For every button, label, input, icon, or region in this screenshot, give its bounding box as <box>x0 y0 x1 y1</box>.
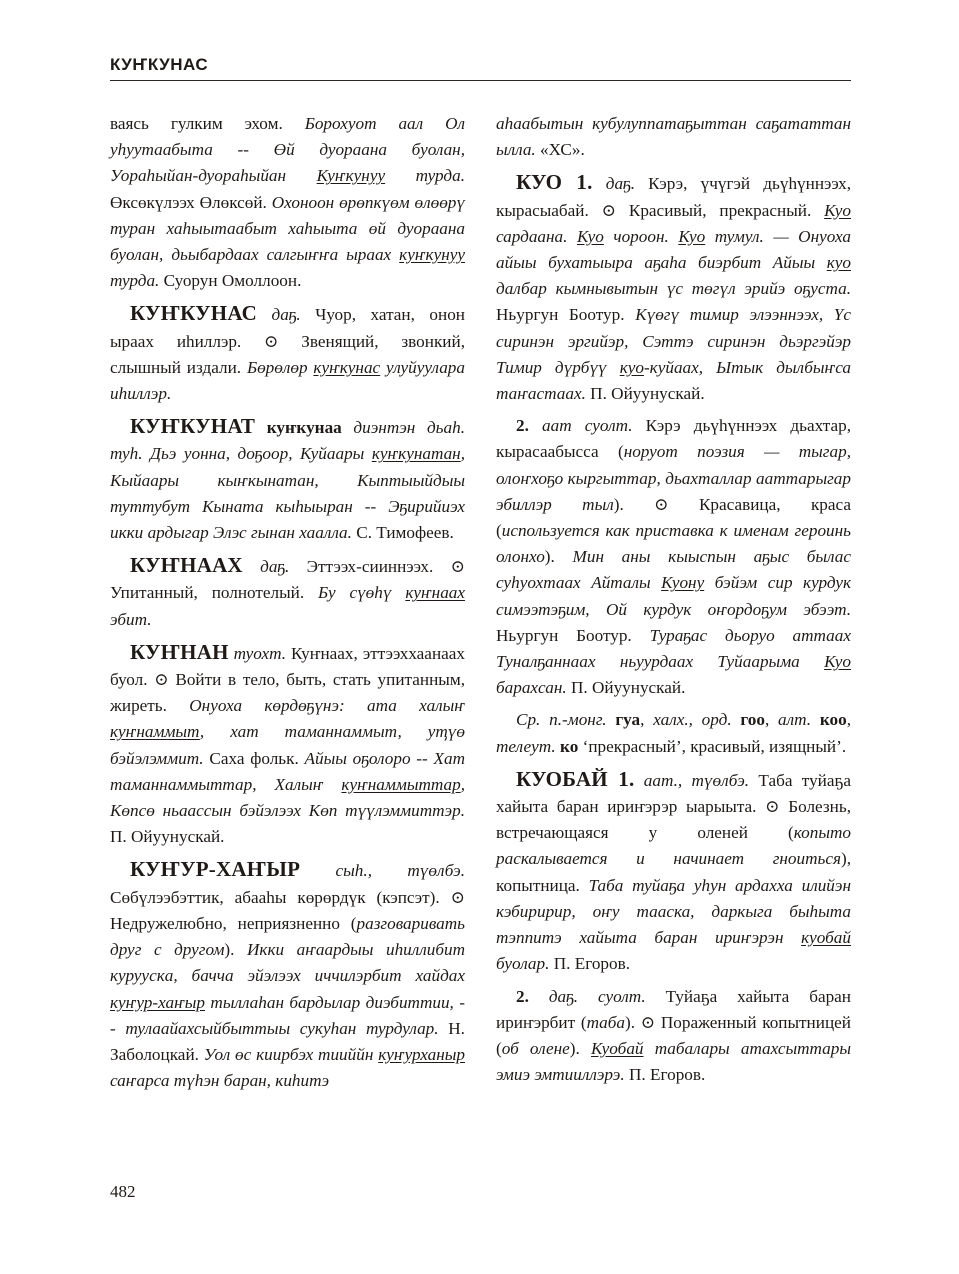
entry-text: Таба туйаҕа хайыта баран ириҥэрэр ыарыыта. ⊙ Болезнь, встречающаяся у оленей ( <box>496 770 851 843</box>
entry-text: аат суолт. <box>528 416 633 436</box>
entry-text: телеут. <box>496 736 556 756</box>
entry-text: куҥкунаа <box>255 418 342 438</box>
entry-text: Икки аҥаардыы иһиллибит куруускa, бачча эйэлээх иччилэрбит хайдах <box>110 940 466 986</box>
entry-text: ). ⊙ Красавица, краса ( <box>496 494 851 541</box>
dictionary-entry <box>110 300 465 407</box>
entry-text: Кэрэ дьүһүннээх дьахтар, кырасаабысса ( <box>496 416 851 462</box>
entry-text: аат., түөлбэ. <box>634 770 750 790</box>
entry-text: -куйаах, Ытык дылбыҥса таҥастаах. <box>496 357 851 404</box>
entry-text: , Көпсө ньаассын бэйэлээх Көп түүлэммиттэр. <box>110 774 465 821</box>
entry-text: даҕ. <box>592 174 635 194</box>
entry-text: , <box>764 710 779 730</box>
entry-text: , хат таманнаммыт, уҭүө бэйэлэммит. <box>110 722 465 768</box>
entry-text: ). ⊙ Пораженный копытницей ( <box>496 1012 851 1058</box>
entry-text: Дьэ уонна, доҕоор, Куйаары <box>150 444 372 464</box>
entry-text: Таба туйаҕа уһун ардахха илийэн кэбиририр, оҥу тааска, даркыга быһыта тэппитэ хайыта баран ириҥэрэн <box>496 875 851 948</box>
page-number: 482 <box>110 1182 136 1201</box>
entry-text: ‘прекрасный’, красивый, изящный’. <box>578 736 847 756</box>
entry-text: чороон. <box>603 226 679 246</box>
entry-text: Саха фольк. <box>203 748 305 768</box>
entry-paragraph <box>110 111 465 294</box>
entry-text: таба <box>586 1012 626 1032</box>
entry-text: туохт. <box>228 643 287 663</box>
entry-text: Охоноон өрөпкүөм өлөөрү туран хаһыытаабыт хаһыыта өй дуораана буолан, дьыбардаах салгыҥҥа ыраах <box>110 192 465 265</box>
entry-text: П. Ойуунускай. <box>566 678 686 698</box>
entry-text: норуот поэзия — тыгар, олоҥхоҕо кыргыттар, дьахталлар ааттарыгар эбиллэр тыл <box>496 442 851 514</box>
example-keyword: куҥнаммыт <box>110 722 200 742</box>
entry-paragraph <box>496 707 851 759</box>
example-keyword: куҥнаммыттар <box>341 774 461 794</box>
entry-text: бэйэм сир курдук симээтэҕим, Ой курдук оҥордоҕум эбээт. <box>496 573 851 619</box>
entry-text: П. Ойуунускай. <box>110 827 225 847</box>
running-head: КУҤКУНАС <box>110 52 851 81</box>
entry-text: П. Егоров. <box>624 1065 706 1085</box>
dictionary-entry <box>496 169 851 407</box>
entry-text: Өксөкүлээх Өлөксөй. <box>110 192 272 212</box>
entry-paragraph <box>496 984 851 1089</box>
dictionary-entry <box>110 856 465 1094</box>
example-keyword: куобай <box>801 928 851 948</box>
example-keyword: Куобай <box>591 1038 644 1058</box>
entry-text: ), копытница. <box>496 849 851 895</box>
example-keyword: куҥур-хаҥыр <box>110 992 206 1012</box>
entry-text: Эттээх-сииннээх. ⊙ Упитанный, полнотелый. <box>110 557 465 603</box>
example-keyword: куҥкунас <box>313 357 381 377</box>
entry-text: тыллаһан бардылар диэбиттии, -- тулаайахсыйбыттыы сукуһан турдулар. <box>110 992 465 1038</box>
entry-text: используется как приставка к именам героинь олонхо <box>496 521 851 567</box>
entry-text: Бөрөлөр <box>246 357 314 377</box>
entry-text: Сөбүлээбэттик, абааһы көрөрдүк (кэпсэт). ⊙ Недружелюбно, неприязненно ( <box>110 887 465 933</box>
entry-text: копыто раскалывается и начинает гноиться <box>496 823 851 869</box>
entry-text: ко <box>555 736 579 756</box>
entry-text: Туйаҕа хайыта баран ириҥэрбит ( <box>496 986 851 1032</box>
example-keyword: Куо <box>576 226 604 246</box>
entry-text: гуа <box>606 710 641 730</box>
entry-text: буолар. <box>496 954 550 974</box>
dictionary-entry <box>496 766 851 978</box>
entry-text: бараxсан. <box>496 678 567 698</box>
entry-text: Борохуот аал Ол уһуутаабыта -- Өй дуораана буолан, Уораһыйан-дуораһыйан <box>110 114 465 186</box>
example-keyword: Куону <box>661 573 705 593</box>
entry-paragraph <box>496 111 851 163</box>
headword: КУОБАЙ 1. <box>516 766 635 791</box>
entry-text: сыһ., түөлбэ. <box>300 861 465 881</box>
right-column <box>496 111 851 1094</box>
dictionary-entry <box>110 413 465 546</box>
entry-text: Бу сүөһү <box>318 583 406 603</box>
example-keyword: куҥкунатан <box>371 444 461 464</box>
headword: КУҤУР-ХАҤЫР <box>130 857 301 882</box>
entry-text: даҕ. суолт. <box>528 986 646 1006</box>
headword: КУҤКУНАТ <box>130 414 256 439</box>
entry-text: С. Тимофеев. <box>351 523 454 543</box>
entry-text: турда. <box>110 271 160 291</box>
entry-text: , <box>640 710 654 730</box>
entry-text: турда. <box>385 166 465 186</box>
entry-text: коо <box>811 710 847 730</box>
left-column <box>110 111 465 1100</box>
example-keyword: куо <box>619 357 644 377</box>
entry-text: тумул. — Онуоха айыы бухатыыра аҕаһа биэрбит Айыы <box>496 226 851 273</box>
entry-paragraph <box>496 413 851 701</box>
entry-text: ваясь гулким эхом. <box>110 114 305 133</box>
entry-text: Мин аны кыыспын аҕыс былас суһуохтаах Айталы <box>496 547 851 593</box>
entry-text: Тураҕас дьоруо аттаах Туналҕаннаах ньуурдаах Туйаарыма <box>496 625 851 672</box>
entry-text: Кэрэ, үчүгэй дьүһүннээх, кырасыабай. ⊙ Красивый, прекрасный. <box>496 174 852 220</box>
entry-text: даҕ. <box>257 305 301 325</box>
example-keyword: куҥурханыр <box>378 1044 465 1064</box>
example-keyword: куҥнаах <box>405 583 466 603</box>
entry-text: Онуоха көрдөҕүнэ: ата халыҥ <box>189 696 465 716</box>
entry-text: Суорун Омоллоон. <box>159 271 302 291</box>
example-keyword: Куҥкунуу <box>316 166 386 186</box>
entry-text: Н. Заболоцкай. <box>110 1018 465 1064</box>
entry-text: П. Ойуунускай. <box>585 384 705 404</box>
entry-text: Уол өс киирбэх тииййн <box>203 1044 379 1064</box>
example-keyword: куо <box>826 253 851 273</box>
example-keyword: Куо <box>678 226 706 246</box>
entry-text: Күөгү тимир элээннээх, Үс сиринэн эргийэр, Сэттэ сиринэн дьэргэйэр Тимир дүрбүү <box>496 305 851 377</box>
dictionary-entry <box>110 639 465 851</box>
entry-text: даҕ. <box>242 557 290 577</box>
entry-text: табалары атахсыттары эмиэ эмтииллэрэ. <box>496 1038 851 1085</box>
entry-text: Чуор, хатан, онон ыраах иһиллэр. ⊙ Звенящий, звонкий, слышный издали. <box>110 305 465 377</box>
example-keyword: куҥкунуу <box>399 245 465 265</box>
headword: КУҤНАН <box>130 639 229 664</box>
entry-text: далбар кымнывытын үс төгүл эрийэ оҕуста. <box>496 279 851 299</box>
entry-text: , <box>846 710 851 730</box>
entry-text: об олене <box>501 1038 570 1058</box>
entry-text: алт. <box>778 710 812 730</box>
entry-text: аһаабытын кубулуппатаҕыттан саҕататтан ылла. <box>496 114 851 160</box>
entry-text: халх., орд. <box>653 710 732 730</box>
headword: КУҤНААХ <box>130 553 243 578</box>
entry-text <box>143 444 151 463</box>
entry-text: «ХС». <box>535 140 585 160</box>
entry-text: Ср. п.-монг. <box>516 710 607 730</box>
entry-text: ). <box>224 940 247 960</box>
entry-text: ). <box>569 1038 591 1058</box>
example-keyword: Куо <box>824 652 851 672</box>
entry-text: эбит. <box>110 609 152 629</box>
entry-text: Ньургун Боотур. <box>496 305 636 325</box>
entry-text: диэнтэн дьаһ. туһ. <box>110 418 465 464</box>
example-keyword: Куо <box>824 200 851 220</box>
entry-text: саҥарса түһэн баран, киһитэ <box>110 1071 330 1091</box>
entry-text: П. Егоров. <box>549 954 631 974</box>
entry-text: ). <box>544 547 573 567</box>
dictionary-entry <box>110 552 465 633</box>
entry-text: 2. <box>516 986 529 1006</box>
entry-text: сардаана. <box>496 226 577 246</box>
entry-text: улуйуулара иһиллэр. <box>110 357 465 404</box>
entry-text: Куҥнаах, эттээххаанаах буол. ⊙ Войти в тело, быть, стать упитанным, жиреть. <box>110 643 465 716</box>
entry-text: 2. <box>516 416 529 436</box>
entry-text: Ньургун Боотур. <box>496 625 650 645</box>
entry-text: , Кыйаары кыҥкынатан, Кыптыыйдыы туттубут Кыната кыһыыран -- Эҕирийиэх икки ардыгар Элэс гынан хаалла. <box>110 444 466 543</box>
entry-text: Айыы оҕолоро -- Хат таманнаммыттар, Халыҥ <box>110 748 465 794</box>
entry-text: разговаривать друг с другом <box>110 913 465 960</box>
entry-text: гоо <box>731 710 765 730</box>
headword: КУО 1. <box>516 170 593 195</box>
headword: КУҤКУНАС <box>130 301 258 326</box>
